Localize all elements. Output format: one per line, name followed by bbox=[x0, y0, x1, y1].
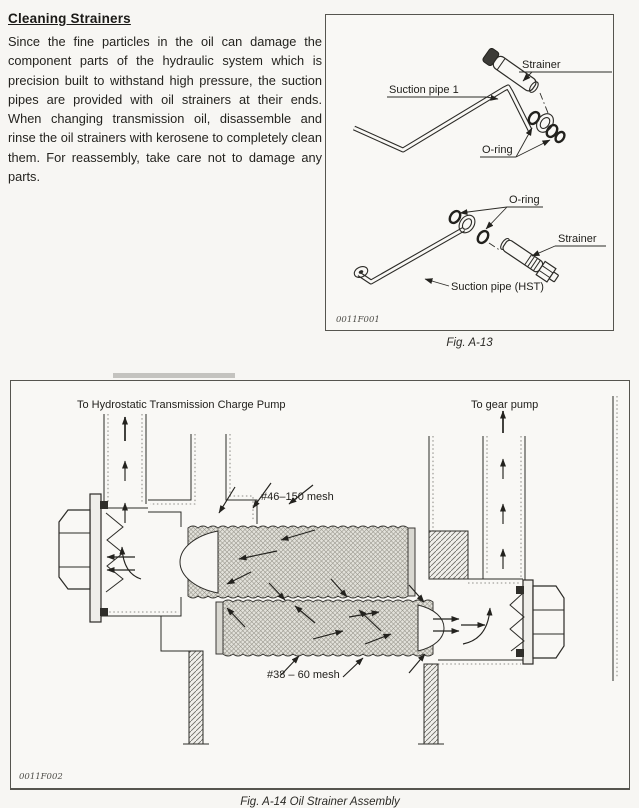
fig-a13-code: 0011F001 bbox=[336, 315, 380, 325]
hex-plug-right bbox=[510, 580, 564, 664]
label-mesh-coarse: #38 – 60 mesh bbox=[267, 669, 340, 681]
scan-artifact bbox=[113, 373, 235, 378]
strainer-upper bbox=[180, 526, 415, 598]
hex-plug-left bbox=[59, 494, 123, 622]
flow-arrows-left bbox=[107, 417, 141, 579]
label-strainer-bottom: Strainer bbox=[558, 233, 597, 245]
oring-cluster-bottom bbox=[448, 209, 491, 245]
label-to-charge-pump: To Hydrostatic Transmission Charge Pump bbox=[77, 399, 286, 411]
suction-pipe-hst-drawing bbox=[353, 194, 606, 293]
fig-a14-code: 0011F002 bbox=[19, 772, 63, 782]
oring-cluster-top bbox=[527, 110, 567, 144]
fig-a14-drawing bbox=[11, 381, 629, 788]
fig-a14-caption: Fig. A-14 Oil Strainer Assembly bbox=[240, 796, 400, 808]
strainer-lower-dome bbox=[418, 605, 444, 651]
section-body-text: Since the fine particles in the oil can damage the component parts of the hydraulic system which is precision built to withstand high pressure, the suction pipes are provided with oil strainers at their ends. When changing transmission oil, disassemble and rinse the oil strainers with kerosene to completely clean them. For reassembly, take care not to damage any parts. bbox=[8, 34, 322, 185]
flow-arrows-right bbox=[433, 411, 503, 644]
strainer-upper-dome bbox=[180, 531, 218, 593]
label-suction-pipe-hst: Suction pipe (HST) bbox=[451, 281, 544, 293]
label-oring-bottom: O-ring bbox=[509, 194, 540, 206]
fig-a14 bbox=[10, 380, 630, 808]
strainer-bottom-drawing bbox=[498, 236, 561, 286]
label-mesh-fine: #46–150 mesh bbox=[261, 491, 334, 503]
lower-right-wall bbox=[424, 664, 438, 744]
label-oring-top: O-ring bbox=[482, 144, 513, 156]
housing-right bbox=[418, 396, 617, 744]
fig-a13 bbox=[325, 14, 614, 349]
fig-a13-frame bbox=[325, 14, 614, 331]
fig-a13-caption: Fig. A-13 bbox=[446, 337, 493, 349]
cleaning-strainers-section bbox=[8, 10, 322, 186]
label-to-gear-pump: To gear pump bbox=[471, 399, 539, 411]
fig-a13-drawing bbox=[326, 15, 613, 330]
suction-pipe-1-drawing bbox=[354, 47, 612, 157]
fig-a14-frame bbox=[10, 380, 630, 790]
label-strainer-top: Strainer bbox=[522, 59, 561, 71]
section-title: Cleaning Strainers bbox=[8, 11, 131, 26]
lower-left-wall bbox=[189, 651, 203, 744]
gear-pump-pipe bbox=[483, 436, 525, 581]
label-suction-pipe-1: Suction pipe 1 bbox=[389, 84, 459, 96]
strainer-lower bbox=[216, 600, 444, 656]
